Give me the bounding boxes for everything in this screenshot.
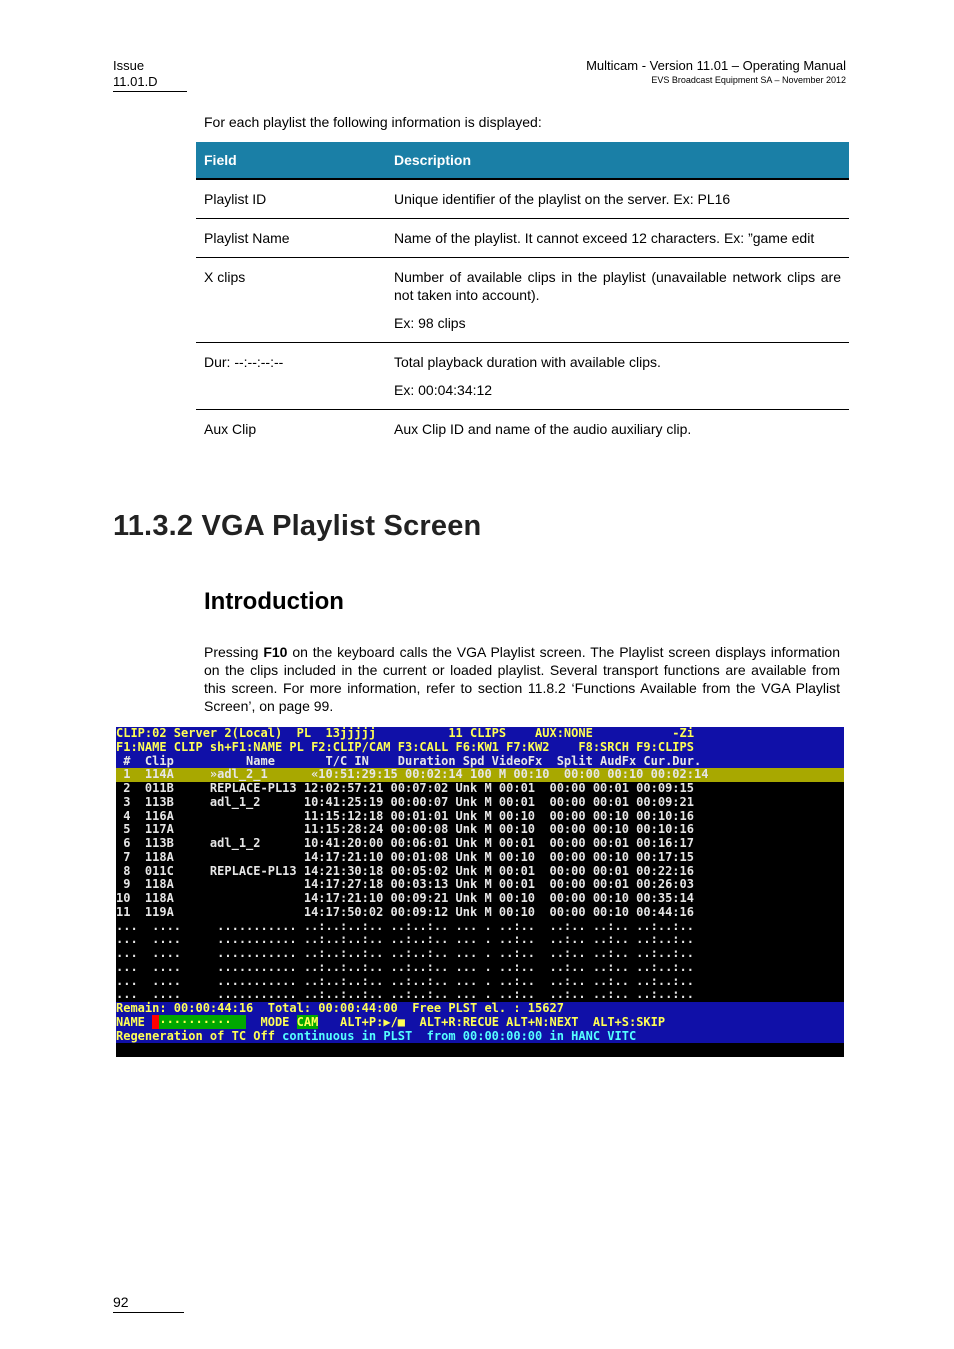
field-cell: Playlist ID bbox=[196, 179, 386, 219]
table-row bbox=[196, 219, 849, 258]
subsection-title: Introduction bbox=[204, 588, 344, 615]
vga-remain-line: Remain: 00:00:44:16 Total: 00:00:44:00 Free PLST el. : 15627 bbox=[116, 1002, 844, 1016]
vga-playlist-screenshot bbox=[116, 727, 844, 1057]
vga-empty-row: ... .... ........... ..:..:..:.. ..:..:.. ... . ..:.. ..:.. ..:.. ..:..:.. bbox=[116, 946, 694, 960]
description-cell bbox=[386, 343, 849, 410]
vga-clip-row: 3 113B adl_1_2 10:41:25:19 00:00:07 Unk M 00:01 00:00 00:01 00:09:21 bbox=[116, 794, 694, 809]
vga-clip-row: 8 011C REPLACE-PL13 14:21:30:18 00:05:02 Unk M 00:01 00:00 00:01 00:22:16 bbox=[116, 863, 694, 878]
description-cell bbox=[386, 179, 849, 219]
field-cell: Dur: --:--:--:-- bbox=[196, 343, 386, 410]
description-text: Number of available clips in the playlist (unavailable network clips are not taken into account). bbox=[394, 269, 841, 303]
description-example: Ex: 00:04:34:12 bbox=[394, 382, 493, 398]
table-row bbox=[196, 410, 849, 449]
vga-name-mode-line bbox=[116, 1016, 844, 1030]
description-text: Aux Clip ID and name of the audio auxiliary clip. bbox=[394, 421, 692, 437]
table-header-row bbox=[196, 142, 849, 179]
vga-clip-row: 9 118A 14:17:27:18 00:03:13 Unk M 00:01 00:00 00:01 00:26:03 bbox=[116, 877, 694, 892]
vga-empty-row: ... .... ........... ..:..:..:.. ..:..:.. ... . ..:.. ..:.. ..:.. ..:..:.. bbox=[116, 987, 694, 1002]
vga-regeneration-line bbox=[116, 1030, 844, 1044]
table-row bbox=[196, 258, 849, 343]
issue-number: 11.01.D bbox=[113, 74, 158, 89]
vga-shortcuts: ALT+P:▶/■ ALT+R:RECUE ALT+N:NEXT ALT+S:SKIP bbox=[318, 1014, 666, 1029]
field-cell: Aux Clip bbox=[204, 421, 257, 437]
vga-clip-row-selected: 1 114A »adl_2_1 «10:51:29:15 00:02:14 100 M 00:10 00:00 00:10 00:02:14 bbox=[116, 768, 844, 782]
description-cell bbox=[386, 410, 849, 449]
vga-clip-row: 7 118A 14:17:21:10 00:01:08 Unk M 00:10 00:00 00:10 00:17:15 bbox=[116, 849, 694, 864]
description-example: Ex: 98 clips bbox=[394, 315, 466, 331]
vga-empty-row: ... .... ........... ..:..:..:.. ..:..:.. ... . ..:.. ..:.. ..:.. ..:..:.. bbox=[116, 932, 694, 947]
field-cell: X clips bbox=[196, 258, 386, 343]
paragraph-text: Pressing bbox=[204, 644, 264, 660]
header-field: Field bbox=[196, 142, 386, 179]
description-cell bbox=[386, 219, 849, 258]
vga-empty-row: ... .... ........... ..:..:..:.. ..:..:.. ... . ..:.. ..:.. ..:.. ..:..:.. bbox=[116, 918, 694, 933]
page-number: 92 bbox=[113, 1294, 184, 1313]
vga-clip-row: 4 116A 11:15:12:18 00:01:01 Unk M 00:10 00:00 00:10 00:10:16 bbox=[116, 808, 694, 823]
manual-publisher: EVS Broadcast Equipment SA – November 2012 bbox=[651, 75, 846, 85]
vga-clip-row: 6 113B adl_1_2 10:41:20:00 00:06:01 Unk M 00:01 00:00 00:01 00:16:17 bbox=[116, 836, 694, 850]
vga-clip-row: 5 117A 11:15:28:24 00:00:08 Unk M 00:10 00:00 00:10 00:10:16 bbox=[116, 822, 694, 837]
vga-clip-row: 11 119A 14:17:50:02 00:09:12 Unk M 00:10 00:00 00:10 00:44:16 bbox=[116, 904, 694, 919]
section-title: 11.3.2 VGA Playlist Screen bbox=[113, 510, 482, 542]
manual-title: Multicam - Version 11.01 – Operating Manual bbox=[586, 58, 846, 73]
vga-regen-detail: continuous in PLST from 00:00:00:00 in HANC VITC bbox=[282, 1028, 637, 1043]
vga-clip-row: 10 118A 14:17:21:10 00:09:21 Unk M 00:10 00:00 00:10 00:35:14 bbox=[116, 891, 694, 905]
table-row bbox=[196, 179, 849, 219]
description-text: Unique identifier of the playlist on the server. Ex: PL16 bbox=[394, 191, 731, 207]
vga-empty-row: ... .... ........... ..:..:..:.. ..:..:.. ... . ..:.. ..:.. ..:.. ..:..:.. bbox=[116, 973, 694, 988]
header-title bbox=[586, 58, 846, 86]
header-description: Description bbox=[386, 142, 849, 179]
vga-name-label: NAME bbox=[116, 1014, 153, 1029]
vga-mode-value: CAM bbox=[296, 1014, 319, 1029]
vga-clip-row: 2 011B REPLACE-PL13 12:02:57:21 00:07:02 Unk M 00:01 00:00 00:01 00:09:15 bbox=[116, 781, 694, 795]
intro-paragraph bbox=[204, 643, 840, 715]
vga-column-headers: # Clip Name T/C IN Duration Spd VideoFx Split AudFx Cur.Dur. bbox=[116, 755, 844, 769]
playlist-fields-table bbox=[196, 142, 849, 448]
issue-label: Issue bbox=[113, 58, 145, 73]
paragraph-text: on the keyboard calls the VGA Playlist screen. The Playlist screen displays information on the clips included in the current or loaded playlist. Several transport functions are available from this screen. For more information, refer to section 11.8.2 ‘Functions Available from the VGA Playlist Screen’, on page 99. bbox=[204, 644, 841, 714]
vga-status-line: CLIP:02 Server 2(Local) PL 13jjjjj 11 CLIPS AUX:NONE -Zi bbox=[116, 727, 844, 741]
vga-regen-status: Regeneration of TC Off bbox=[116, 1028, 283, 1043]
header-issue bbox=[113, 58, 187, 92]
description-text: Name of the playlist. It cannot exceed 12 characters. Ex: ”game edit bbox=[394, 230, 815, 246]
f10-key: F10 bbox=[263, 644, 288, 660]
description-text: Total playback duration with available clips. bbox=[394, 354, 661, 370]
description-cell bbox=[386, 258, 849, 343]
vga-mode-label: MODE bbox=[246, 1014, 297, 1029]
vga-name-field: ·········· bbox=[159, 1014, 247, 1029]
intro-text: For each playlist the following information is displayed: bbox=[204, 114, 542, 130]
table-row bbox=[196, 343, 849, 410]
vga-function-keys-line: F1:NAME CLIP sh+F1:NAME PL F2:CLIP/CAM F3:CALL F6:KW1 F7:KW2 F8:SRCH F9:CLIPS bbox=[116, 741, 844, 755]
vga-empty-row: ... .... ........... ..:..:..:.. ..:..:.. ... . ..:.. ..:.. ..:.. ..:..:.. bbox=[116, 959, 694, 974]
field-cell: Playlist Name bbox=[196, 219, 386, 258]
